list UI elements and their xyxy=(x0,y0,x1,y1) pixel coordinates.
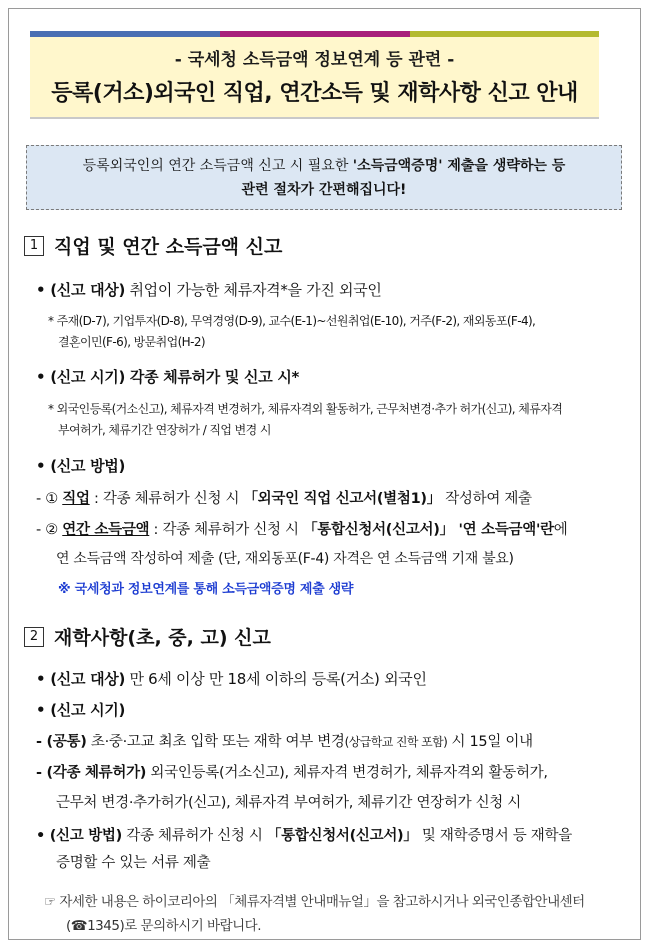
s1-method: • (신고 방법) xyxy=(36,457,126,475)
notice-line-1 xyxy=(27,154,621,178)
s2-method-line-2: 증명할 수 있는 서류 제출 xyxy=(56,855,211,871)
section-2-number: 2 xyxy=(24,627,44,647)
footer-line-2: (☎1345)로 문의하시기 바랍니다. xyxy=(66,918,261,934)
s2-permit-line-2: 근무처 변경·추가허가(신고), 체류자격 부여허가, 체류기간 연장허가 신청 시 xyxy=(56,795,522,811)
s1-method-1 xyxy=(36,487,532,508)
section-2-title: 재학사항(초, 중, 고) 신고 xyxy=(54,627,271,649)
s2-common-label: - (공통) xyxy=(36,734,87,750)
s2-common-suffix: 시 15일 이내 xyxy=(447,734,533,750)
s1-m2-text: : 각종 체류허가 신청 시 xyxy=(149,522,304,538)
s1-target-text: 취업이 가능한 체류자격*을 가진 외국인 xyxy=(125,281,382,299)
section-1-title: 직업 및 연간 소득금액 신고 xyxy=(54,236,283,258)
s2-method-text: 각종 체류허가 신청 시 xyxy=(121,828,267,844)
s1-m1-form: 「외국인 직업 신고서(별첨1)」 xyxy=(243,491,441,507)
section-1-heading xyxy=(24,232,282,259)
s2-permit-label: - (각종 체류허가) xyxy=(36,765,147,781)
s1-method-2-note: ※ 국세청과 정보연계를 통해 소득금액증명 제출 생략 xyxy=(58,582,354,597)
s2-method xyxy=(36,824,572,845)
s1-m1-text: : 각종 체류허가 신청 시 xyxy=(89,491,244,507)
s2-timing: • (신고 시기) xyxy=(36,701,126,719)
s2-method-suffix: 및 재학증명서 등 재학을 xyxy=(417,828,572,844)
s1-m2-prefix: - ② xyxy=(36,522,63,538)
s1-method-2-line-2: 연 소득금액 작성하여 제출 (단, 재외동포(F-4) 자격은 연 소득금액 기재 불요) xyxy=(56,551,514,567)
page-title: 등록(거소)외국인 직업, 연간소득 및 재학사항 신고 안내 xyxy=(51,81,578,106)
s2-permit xyxy=(36,761,548,782)
s1-timing: • (신고 시기) 각종 체류허가 및 신고 시* xyxy=(36,368,300,386)
s1-m2-suffix: 에 xyxy=(553,522,568,538)
notice-emphasis: '소득금액증명' 제출을 생략하는 등 xyxy=(352,158,566,174)
footer-line-1: ☞ 자세한 내용은 하이코리아의 「체류자격별 안내매뉴얼」을 참고하시거나 외국인종합안내센터 xyxy=(44,894,585,910)
page-subtitle: - 국세청 소득금액 정보연계 등 관련 - xyxy=(174,50,455,70)
s1-target-note-1: * 주재(D-7), 기업투자(D-8), 무역경영(D-9), 교수(E-1)~선원취업(E-10), 거주(F-2), 재외동포(F-4), xyxy=(48,314,536,328)
notice-line-2: 관련 절차가 간편해집니다! xyxy=(241,182,407,198)
s2-target-text: 만 6세 이상 만 18세 이하의 등록(거소) 외국인 xyxy=(125,670,427,688)
s1-timing-note-1: * 외국인등록(거소신고), 체류자격 변경허가, 체류자격외 활동허가, 근무처변경·추가 허가(신고), 체류자격 xyxy=(48,402,563,416)
s2-target-label: • (신고 대상) xyxy=(36,670,126,688)
s1-m1-prefix: - ① xyxy=(36,491,63,507)
s1-m1-label: 직업 xyxy=(62,491,90,507)
s2-common xyxy=(36,730,533,751)
s1-m1-suffix: 작성하여 제출 xyxy=(440,491,532,507)
s2-common-text: 초·중·고교 최초 입학 또는 재학 여부 변경 xyxy=(86,734,345,750)
s1-method-2 xyxy=(36,518,568,539)
s1-target-label: • (신고 대상) xyxy=(36,281,126,299)
s2-method-form: 「통합신청서(신고서)」 xyxy=(266,828,418,844)
s2-target xyxy=(36,668,427,689)
s1-m2-form: 「통합신청서(신고서)」 '연 소득금액'란 xyxy=(303,522,554,538)
s2-permit-text: 외국인등록(거소신고), 체류자격 변경허가, 체류자격외 활동허가, xyxy=(146,765,548,781)
s2-common-small: (상급학교 진학 포함) xyxy=(344,735,448,749)
notice-box xyxy=(26,145,622,210)
section-2-heading xyxy=(24,623,271,650)
title-box xyxy=(30,37,599,119)
section-1-number: 1 xyxy=(24,236,44,256)
s1-m2-label: 연간 소득금액 xyxy=(62,522,150,538)
s1-timing-note-2: 부여허가, 체류기간 연장허가 / 직업 변경 시 xyxy=(58,423,271,437)
notice-text: 등록외국인의 연간 소득금액 신고 시 필요한 xyxy=(82,158,353,174)
s2-method-label: • (신고 방법) xyxy=(36,828,122,844)
s1-target-note-2: 결혼이민(F-6), 방문취업(H-2) xyxy=(58,335,205,349)
s1-target xyxy=(36,279,382,300)
